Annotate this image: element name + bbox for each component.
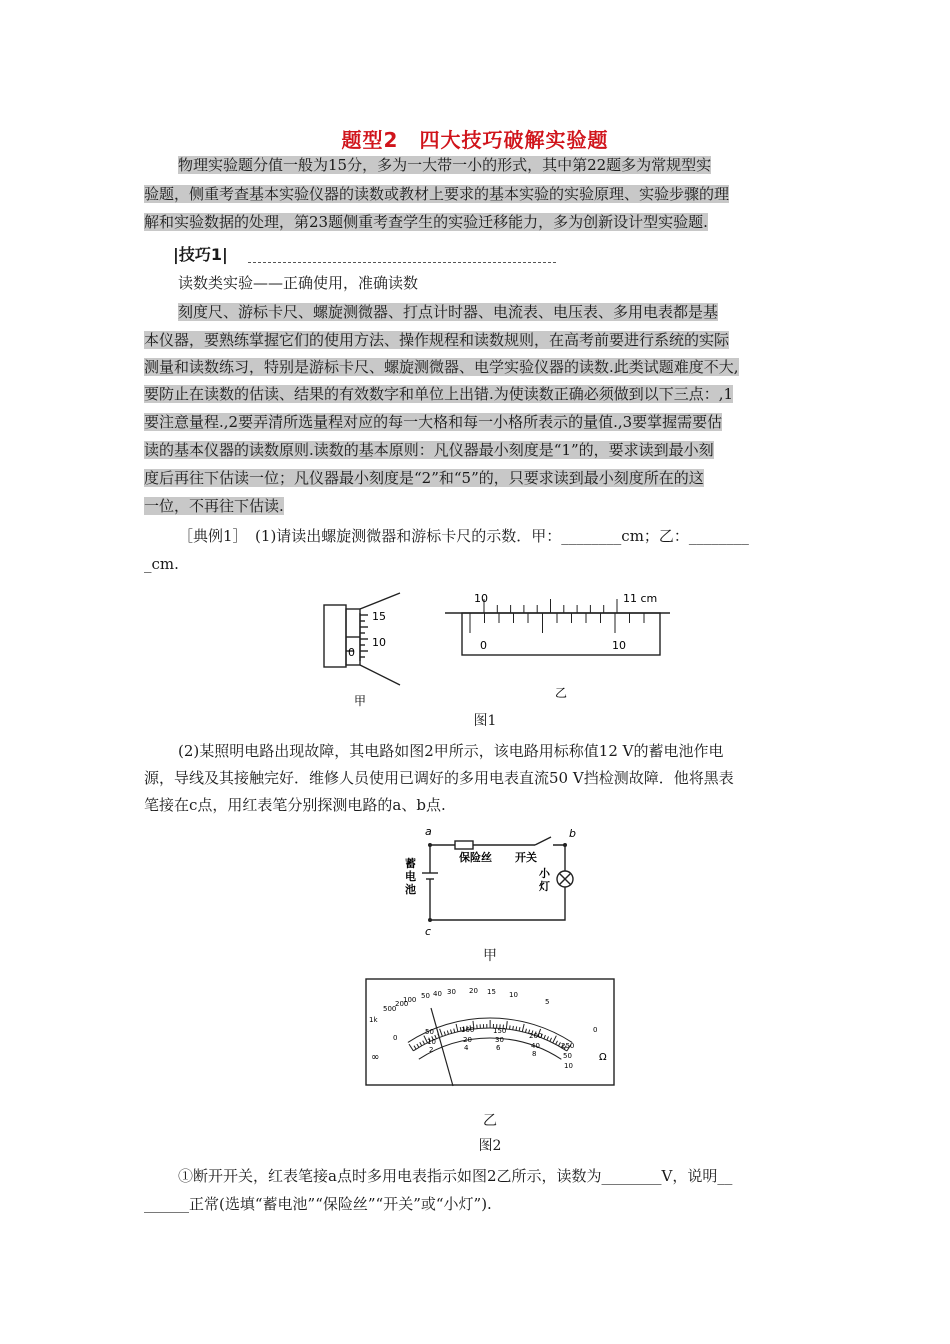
question1-line-2: ______正常(选填“蓄电池”“保险丝”“开关”或“小灯”). <box>144 1195 492 1213</box>
ohm-label-100: 100 <box>403 996 417 1004</box>
skill-body-line-3: 测量和读数练习，特别是游标卡尺、螺旋测微器、电学实验仪器的读数.此类试题难度不大, <box>144 358 739 376</box>
dc2-label-40: 40 <box>531 1042 540 1050</box>
dc2-label-20: 20 <box>463 1036 472 1044</box>
meter-tick <box>513 1026 514 1030</box>
skill-body-line-8: 一位，不再往下估读. <box>144 497 284 515</box>
ohm-label-0: 0 <box>593 1026 598 1034</box>
caliper-vernier-label-0: 0 <box>480 639 487 652</box>
battery-label-3: 池 <box>405 883 416 896</box>
figure-1-caption: 图1 <box>473 713 497 729</box>
dc3-label-8: 8 <box>532 1050 537 1058</box>
part2-line-2: 源，导线及其接触完好．维修人员使用已调好的多用电表直流50 V挡检测故障．他将黑表 <box>144 769 734 787</box>
dc3-label-6: 6 <box>496 1044 501 1052</box>
micrometer-diagram <box>324 593 400 685</box>
example-line-2: _cm. <box>144 555 179 573</box>
skill-body-line-7: 度后再往下估读一位；凡仪器最小刻度是“2”和“5”的，只要求读到最小刻度所在的这 <box>144 469 704 487</box>
dc3-label-2: 2 <box>429 1046 434 1054</box>
skill-body-line-5: 要注意量程.,2要弄清所选量程对应的每一大格和每一小格所表示的量值.,3要掌握需要估 <box>144 413 723 431</box>
dc-label-200: 200 <box>529 1032 543 1040</box>
ohm-label-5: 5 <box>545 998 550 1006</box>
figure-1 <box>310 585 680 710</box>
micrometer-label-15: 15 <box>372 610 386 623</box>
micrometer-caption: 甲 <box>354 694 367 708</box>
fuse-label: 保险丝 <box>459 851 492 864</box>
dc2-label-30: 30 <box>495 1036 504 1044</box>
battery-label-1: 蓄 <box>405 857 416 870</box>
circuit-node-c: c <box>425 925 432 938</box>
lamp-label-2: 灯 <box>539 880 550 893</box>
skill-divider <box>248 262 556 263</box>
skill-body-line-4: 要防止在读数的估读、结果的有效数字和单位上出错.为使读数正确必须做到以下三点：,1 <box>144 385 734 403</box>
dc-label-100: 100 <box>461 1026 475 1034</box>
caliper-vernier-label-10: 10 <box>612 639 626 652</box>
intro-line-2: 验题，侧重考查基本实验仪器的读数或教材上要求的基本实验的实验原理、实验步骤的理 <box>144 185 730 203</box>
battery-label-2: 电 <box>405 870 416 883</box>
skill-body-line-2: 本仪器，要熟练掌握它们的使用方法、操作规程和读数规则，在高考前要进行系统的实际 <box>144 331 730 349</box>
skill-body-line-1: 刻度尺、游标卡尺、螺旋测微器、打点计时器、电流表、电压表、多用电表都是基 <box>178 303 719 321</box>
ohm-label-200: 200 <box>395 1000 409 1008</box>
part2-line-1: (2)某照明电路出现故障，其电路如图2甲所示，该电路用标称值12 V的蓄电池作电 <box>178 742 724 760</box>
ohm-label-20: 20 <box>469 987 478 995</box>
meter-omega: Ω <box>599 1052 607 1063</box>
ohm-label-30: 30 <box>447 988 456 996</box>
ohm-label-15: 15 <box>487 988 496 996</box>
question1-line-1: ①断开开关，红表笔接a点时多用电表指示如图2乙所示，读数为________V，说明__ <box>178 1167 733 1185</box>
caliper-ticks <box>470 599 644 633</box>
circuit-node-a: a <box>425 825 432 838</box>
meter-caption: 乙 <box>483 1113 497 1129</box>
intro-line-3: 解和实验数据的处理，第23题侧重考查学生的实验迁移能力，多为创新设计型实验题. <box>144 213 708 231</box>
circuit-caption: 甲 <box>483 948 497 964</box>
page-title: 题型2 四大技巧破解实验题 <box>341 128 609 152</box>
micrometer-label-0: 0 <box>348 646 355 659</box>
ohm-label-10: 10 <box>509 991 518 999</box>
ohm-label-50: 50 <box>421 992 430 1000</box>
dc2-label-50: 50 <box>563 1052 572 1060</box>
dc-label-150: 150 <box>493 1027 507 1035</box>
skill-heading: 读数类实验——正确使用，准确读数 <box>178 274 419 292</box>
caliper-main-label-10: 10 <box>474 592 488 605</box>
dc-label-50: 50 <box>425 1028 434 1036</box>
micrometer-label-10: 10 <box>372 636 386 649</box>
ohm-label-500: 500 <box>383 1005 397 1013</box>
switch-label: 开关 <box>515 851 537 864</box>
part2-line-3: 笔接在c点，用红表笔分别探测电路的a、b点. <box>144 796 446 814</box>
dc2-label-10: 10 <box>427 1038 436 1046</box>
ohm-label-40: 40 <box>433 990 442 998</box>
ohm-label-1k: 1k <box>369 1016 378 1024</box>
caliper-caption: 乙 <box>555 686 568 700</box>
dc3-label-4: 4 <box>464 1044 469 1052</box>
skill-body-line-6: 读的基本仪器的读数原则.读数的基本原则：凡仪器最小刻度是“1”的，要求读到最小刻 <box>144 441 714 459</box>
example-line-1: ［典例1］ (1)请读出螺旋测微器和游标卡尺的示数．甲：________cm；乙：________ <box>178 527 749 545</box>
dc3-label-10: 10 <box>564 1062 573 1070</box>
dc-label-250: 250 <box>561 1042 575 1050</box>
meter-infinity: ∞ <box>371 1052 380 1063</box>
caliper-main-label-11: 11 cm <box>623 592 658 605</box>
skill-label: |技巧1| <box>173 245 228 264</box>
circuit-node-b: b <box>569 827 576 840</box>
lamp-label-1: 小 <box>539 867 550 880</box>
figure-2-caption: 图2 <box>478 1138 502 1154</box>
intro-line-1: 物理实验题分值一般为15分，多为一大带一小的形式，其中第22题多为常规型实 <box>178 156 712 174</box>
multimeter-face <box>365 978 615 1088</box>
dc-label-0: 0 <box>393 1034 398 1042</box>
meter-tick <box>510 1025 511 1029</box>
circuit-diagram <box>395 825 595 945</box>
